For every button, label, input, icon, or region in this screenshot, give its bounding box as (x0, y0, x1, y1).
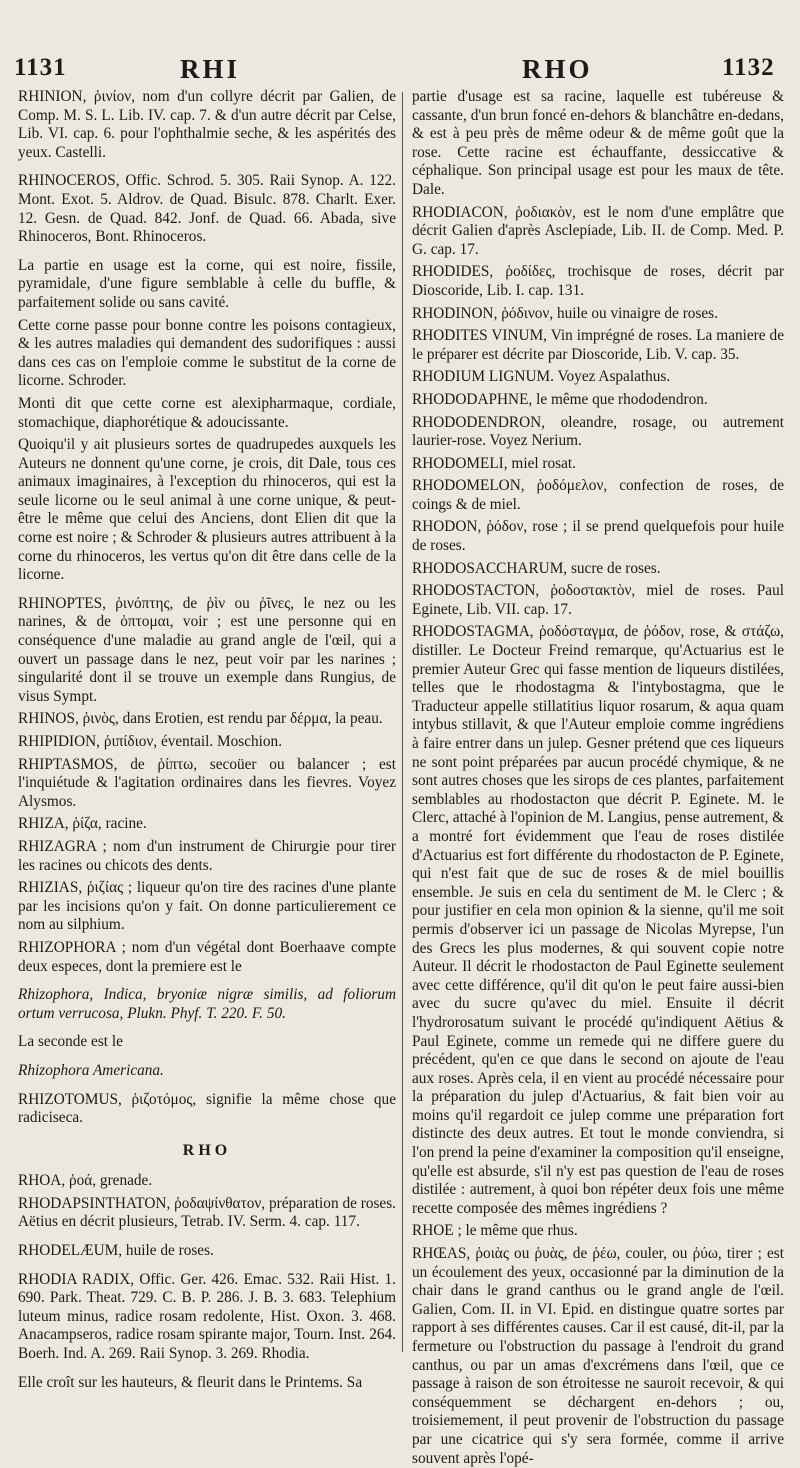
entry-rhododaphne: RHODODAPHNE, le même que rhododendron. (412, 390, 708, 408)
right-running-head: RHO (522, 54, 593, 84)
entry-rhoe: RHOE ; le même que rhus. (412, 1222, 578, 1240)
entry-rhipidion: RHIPIDION, ῥιπίδιον, éventail. Moschion. (18, 733, 283, 750)
entry-rhinos: RHINOS, ῥινὸς, dans Erotien, est rendu par δέρμα, la peau. (18, 710, 383, 728)
left-running-head: RHI (180, 54, 241, 84)
entry-rhodomelon: RHODOMELON, ῥοδόμελον, confection de roses, de coings & de miel. (412, 477, 784, 513)
entry-rhodiacon: RHODIACON, ῥοδιακὸν, est le nom d'une emplâtre que décrit Galien d'après Asclepiade, Lib. II. de Comp. Med. P. G. cap. 17. (412, 203, 784, 258)
entry-rhodostacton: RHODOSTACTON, ῥοδοστακτὸν, miel de roses. Paul Eginete, Lib. VII. cap. 17. (412, 582, 784, 618)
entry-rhoa: RHOA, ῥοά, grenade. (18, 1172, 153, 1190)
entry-rhizias: RHIZIAS, ῥιζίας ; liqueur qu'on tire des racines d'une plante par les incisions qu'on y fait. On donne particulierement ce nom au silphium. (18, 879, 396, 934)
entry-rhodostagma: RHODOSTAGMA, ῥοδόσταγμα, de ῥόδον, rose, & στάζω, distiller. Le Docteur Freind remarque, qu'Actuarius est le premier Auteur Grec qui fasse mention de liqueurs distilées, telles que le rhodostagma & l'intybostagma, que le Traducteur appelle stillatitius liquor rosarum, & aqua quam intybus stillavit, & que l'Auteur emploie comme ingrédiens à faire entrer dans un julep. Gesner prétend que ces liqueurs ne sont point préparées par aucun procédé chymique, & ne sont autres choses que les sirops de ces plantes, parfaitement semblables au rhodostacton que décrit P. Eginete. M. le Clerc, attaché à l'opinion de M. Langius, pense autrement, & a montré fort évidemment que l'eau de roses distilée d'Actuarius est fort différente du rhodostacton de P. Eginete, qui n'est fait que de suc de roses & de miel bouillis ensemble. Je suis en cela du sentiment de M. le Clerc ; & pour justifier en cela mon opinion & la sienne, qu'il me soit permis d'observer ici un passage de Nicolas Myrepse, l'un des Grecs les plus modernes, & qui souvent copie notre Auteur. Il décrit le rhodostacton de Paul Eginette seulement avec cette différence, qu'il dit qu'on le peut faire aussi-bien avec du sucre qu'avec du miel. Ensuite il décrit l'hydrorosatum suivant le procédé qu'indiquent Aëtius & Paul Eginete, comme un remede qui ne differe guere du précédent, qu'en ce que dans le second on ajoute de l'eau aux roses. Après cela, il en vient au procédé nécessaire pour la préparation du julep d'Actuarius, & fait bien voir au moins qu'il regardoit ce julep comme une préparation fort distincte des deux autres. Et tout le monde conviendra, si l'on prend la peine d'examiner la composition qu'il enseigne, qu'elle est absurde, s'il n'y est pas question de l'eau de roses distilée : autrement, à quoi bon répéter deux fois une même recette composée des mêmes ingrédiens ? (412, 623, 784, 1217)
entry-rhinion: RHINION, ῥινίον, nom d'un collyre décrit par Galien, de Comp. M. S. L. Lib. IV. cap. 7. & d'un autre décrit par Celse, Lib. VI. cap. 6. pour l'ophthalmie seche, & les aspérités des yeux. Castelli. (18, 88, 396, 161)
entry-rhiptasmos: RHIPTASMOS, de ῥίπτω, secoüer ou balancer ; est l'inquiétude & l'agitation ordinaires dans les fievres. Voyez Alysmos. (18, 755, 396, 810)
left-column (18, 88, 396, 1391)
species-name: Rhizophora Americana. (18, 1061, 164, 1079)
entry-rhizophora: RHIZOPHORA ; nom d'un végétal dont Boerhaave compte deux especes, dont la premiere est le (18, 938, 396, 975)
entry-rhodinon: RHODINON, ῥόδινον, huile ou vinaigre de roses. (412, 304, 718, 322)
left-page-number: 1131 (14, 54, 67, 81)
entry-rhizotomus: RHIZOTOMUS, ῥιζοτόμος, signifie la même chose que radicisecа. (18, 1090, 396, 1127)
entry-rhinoceros: RHINOCEROS, Offic. Schrod. 5. 305. Raii Synop. A. 122. Mont. Exot. 5. Aldrov. de Quad. Bisulc. 878. Charlt. Exer. 12. Gesn. de Quad. 842. Jonf. de Quad. 66. Abada, sive Rhinoceros, Bont. Rhinoceros. (18, 172, 396, 246)
entry-rhodium-lignum: RHODIUM LIGNUM. Voyez Aspalathus. (412, 368, 671, 386)
entry-rhiza: RHIZA, ῥίζα, racine. (18, 815, 147, 833)
species-name: Rhizophora, Indica, bryoniæ nigræ similis, ad foliorum ortum verrucosa, Plukn. Phyf. T. 220. F. 50. (18, 986, 396, 1022)
entry-rhinoptes: RHINOPTES, ῥινόπτης, de ῥὶν ou ῥῖνες, le nez ou les narines, & de ὀπτομαι, voir ; est une personne qui en conséquence d'une maladie au grand angle de l'œil, qui a ouvert un passage dans le nez, peut voir par les narines ; singularité dont il se trouve un exemple dans Rungius, de visus Sympt. (18, 594, 396, 705)
right-column (412, 88, 784, 1467)
paragraph: La partie en usage est la corne, qui est noire, fissile, pyramidale, d'une figure semblable à celle du buffle, & parfaitement solide ou sans cavité. (18, 256, 396, 311)
paragraph: Monti dit que cette corne est alexipharmaque, cordiale, stomachique, diaphorétique & adoucissante. (18, 394, 396, 431)
entry-rhizagra: RHIZAGRA ; nom d'un instrument de Chirurgie pour tirer les racines ou chicots des dents. (18, 837, 396, 874)
entry-rhoeas: RHŒAS, ῥοιὰς ou ῥυὰς, de ῥέω, couler, ou ῥύω, tirer ; est un écoulement des yeux, occasionné par la diminution de la chair dans le grand canthus ou le grand angle de l'œil. Galien, Com. II. in VI. Epid. en distingue quatre sortes par rapport à ses différentes causes. Car il est causé, dit-il, par la fermeture ou l'obstruction du passage à l'endroit du grand canthus, ou par un amas d'excrémens dans l'œil, que ce passage à raison de son étroitesse ne sauroit recevoir, & qui conséquemment se déchargent en-dehors ; ou, troisiemement, il peut provenir de l'obstruction du passage par une cicatrice qui s'y sera formée, comme il arrive souvent après l'opé- (412, 1245, 784, 1467)
paragraph: Cette corne passe pour bonne contre les poisons contagieux, & les autres maladies qui demandent des sudorifiques : aussi dans ces cas on l'emploie comme le substitut de la corne de licorne. Schroder. (18, 316, 396, 390)
paragraph: Quoiqu'il y ait plusieurs sortes de quadrupedes auxquels les Auteurs ne donnent qu'une corne, je crois, dit Dale, tous ces animaux imaginaires, à l'exception du rhinoceros, qui est la seule licorne ou le seul animal à une corne unique, & peut-être le même que celui des Anciens, dont Elien dit que la corne est noire ; & Schroder & plusieurs autres attribuent à la corne du rhinoceros, les vertus qu'on dit être dans celle de la licorne. (18, 436, 396, 584)
entry-rhodon: RHODON, ῥόδον, rose ; il se prend quelquefois pour huile de roses. (412, 518, 784, 555)
entry-rhodapsinthaton: RHODAPSINTHATON, ῥοδαψίνθατον, préparation de roses. Aëtius en décrit plusieurs, Tetrab. IV. Serm. 4. cap. 117. (18, 1194, 396, 1231)
paragraph: partie d'usage est sa racine, laquelle est tubéreuse & cassante, d'un brun foncé en-dehors & blanchâtre en-dedans, & est à peu près de même odeur & de même goût que la rose. Cette racine est échauffante, dessiccative & céphalique. Son principal usage est pour les maux de tête. Dale. (412, 88, 784, 198)
paragraph: La seconde est le (18, 1033, 123, 1051)
section-heading-rho: RHO (182, 1141, 232, 1159)
entry-rhodomeli: RHODOMELI, miel rosat. (412, 454, 576, 472)
entry-rhodelaeum: RHODELÆUM, huile de roses. (18, 1242, 214, 1260)
entry-rhodia-radix: RHODIA RADIX, Offic. Ger. 426. Emac. 532. Raii Hist. 1. 690. Park. Theat. 729. C. B. P. 286. J. B. 3. 683. Telephium luteum minus, radice rosam redolente, Hist. Oxon. 3. 468. Anacampseros, radice rosam spirante major, Tourn. Inst. 264. Boerh. Ind. A. 269. Raii Synop. 3. 269. Rhodia. (18, 1270, 396, 1363)
right-page-number: 1132 (722, 54, 775, 81)
entry-rhodides: RHODIDES, ῥοδίδες, trochisque de roses, décrit par Dioscoride, Lib. I. cap. 131. (412, 263, 784, 299)
entry-rhodites-vinum: RHODITES VINUM, Vin imprégné de roses. La maniere de le préparer est décrite par Dioscoride, Lib. V. cap. 35. (412, 327, 784, 363)
column-divider (402, 92, 403, 1352)
paragraph: Elle croît sur les hauteurs, & fleurit dans le Printems. Sa (18, 1373, 363, 1391)
entry-rhodosaccharum: RHODOSACCHARUM, sucre de roses. (412, 559, 661, 577)
entry-rhododendron: RHODODENDRON, oleandre, rosage, ou autrement laurier-rose. Voyez Nerium. (412, 413, 784, 450)
